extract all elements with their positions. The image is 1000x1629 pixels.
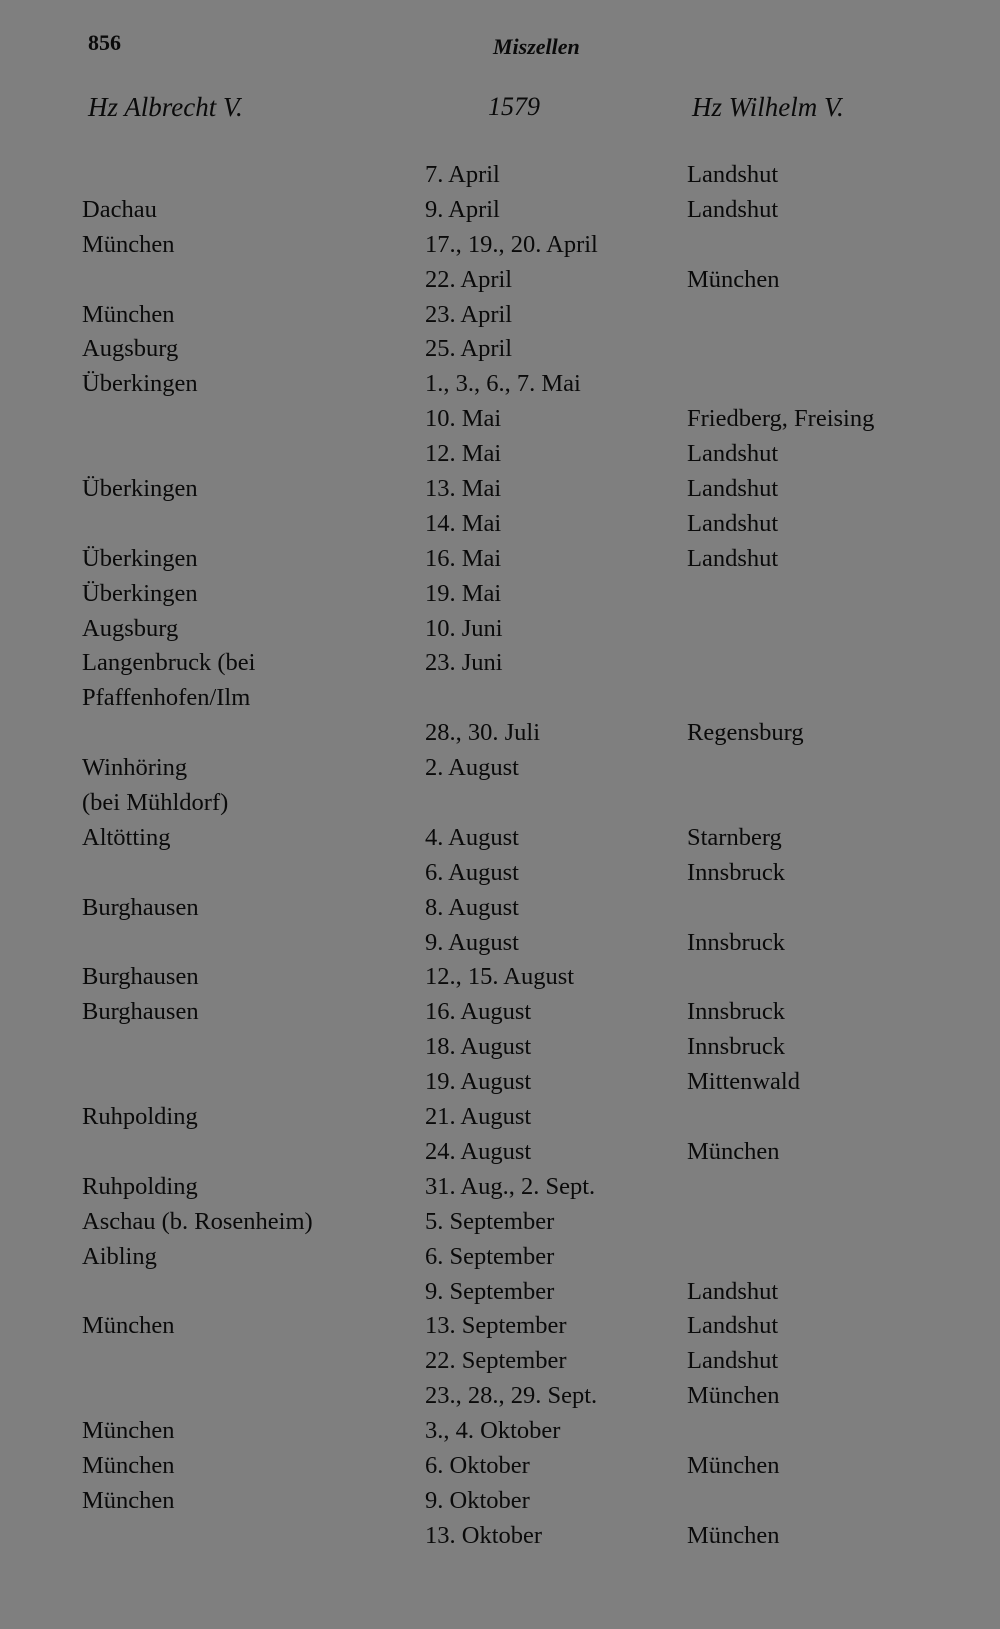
date-cell: 19. Mai xyxy=(425,579,502,607)
date-cell: 9. Oktober xyxy=(425,1486,530,1514)
table-row xyxy=(0,786,1000,821)
date-cell: 9. April xyxy=(425,195,500,223)
wilhelm-location: Innsbruck xyxy=(687,998,785,1026)
table-row xyxy=(0,1205,1000,1240)
albrecht-location: Pfaffenhofen/Ilm xyxy=(82,684,251,712)
albrecht-location: Überkingen xyxy=(82,544,198,572)
albrecht-location: Burghausen xyxy=(82,963,199,991)
date-cell: 16. Mai xyxy=(425,544,502,572)
table-row xyxy=(0,298,1000,333)
date-cell: 31. Aug., 2. Sept. xyxy=(425,1172,596,1200)
albrecht-location: (bei Mühldorf) xyxy=(82,789,229,817)
date-cell: 8. August xyxy=(425,893,519,921)
date-cell: 14. Mai xyxy=(425,509,502,537)
wilhelm-location: Innsbruck xyxy=(687,858,785,886)
date-cell: 4. August xyxy=(425,823,519,851)
albrecht-location: Altötting xyxy=(82,823,171,851)
table-row xyxy=(0,367,1000,402)
table-row xyxy=(0,472,1000,507)
wilhelm-location: München xyxy=(687,1382,780,1410)
header-albrecht: Hz Albrecht V. xyxy=(88,92,243,122)
date-cell: 9. August xyxy=(425,928,519,956)
wilhelm-location: Mittenwald xyxy=(687,1068,800,1096)
table-row xyxy=(0,1275,1000,1310)
table-row xyxy=(0,507,1000,542)
date-cell: 10. Juni xyxy=(425,614,503,642)
header-year: 1579 xyxy=(488,92,540,121)
date-cell: 6. August xyxy=(425,858,519,886)
wilhelm-location: Landshut xyxy=(687,475,779,503)
date-cell: 18. August xyxy=(425,1033,532,1061)
table-row xyxy=(0,577,1000,612)
albrecht-location: Ruhpolding xyxy=(82,1103,198,1131)
date-cell: 22. September xyxy=(425,1347,567,1375)
table-row xyxy=(0,995,1000,1030)
albrecht-location: Überkingen xyxy=(82,370,198,398)
wilhelm-location: Landshut xyxy=(687,440,779,468)
table-row xyxy=(0,891,1000,926)
albrecht-location: München xyxy=(82,230,175,258)
table-row xyxy=(0,646,1000,681)
date-cell: 6. September xyxy=(425,1242,555,1270)
header-wilhelm: Hz Wilhelm V. xyxy=(692,92,844,122)
wilhelm-location: Starnberg xyxy=(687,823,782,851)
albrecht-location: Überkingen xyxy=(82,579,198,607)
table-row xyxy=(0,1240,1000,1275)
table-row xyxy=(0,1309,1000,1344)
wilhelm-location: Landshut xyxy=(687,1347,779,1375)
table-row xyxy=(0,926,1000,961)
date-cell: 23. Juni xyxy=(425,649,503,677)
albrecht-location: Augsburg xyxy=(82,335,179,363)
wilhelm-location: Landshut xyxy=(687,195,779,223)
table-row xyxy=(0,1170,1000,1205)
albrecht-location: Überkingen xyxy=(82,475,198,503)
date-cell: 13. Oktober xyxy=(425,1521,543,1549)
table-row xyxy=(0,716,1000,751)
table-row xyxy=(0,1414,1000,1449)
albrecht-location: München xyxy=(82,1451,175,1479)
date-cell: 7. April xyxy=(425,161,500,188)
albrecht-location: Langenbruck (bei xyxy=(82,649,256,677)
table-row xyxy=(0,1379,1000,1414)
date-cell: 13. September xyxy=(425,1312,567,1340)
table-row xyxy=(0,1065,1000,1100)
wilhelm-location: Landshut xyxy=(687,509,779,537)
date-cell: 12., 15. August xyxy=(425,963,575,991)
wilhelm-location: München xyxy=(687,265,780,293)
wilhelm-location: München xyxy=(687,1451,780,1479)
albrecht-location: Winhöring xyxy=(82,754,188,782)
date-cell: 1., 3., 6., 7. Mai xyxy=(425,370,581,398)
date-cell: 19. August xyxy=(425,1068,532,1096)
date-cell: 2. August xyxy=(425,754,519,782)
albrecht-location: Ruhpolding xyxy=(82,1172,198,1200)
albrecht-location: Burghausen xyxy=(82,893,199,921)
table-row xyxy=(0,1135,1000,1170)
table-row xyxy=(0,821,1000,856)
itinerary-table xyxy=(0,158,1000,1554)
date-cell: 5. September xyxy=(425,1207,555,1235)
date-cell: 17., 19., 20. April xyxy=(425,230,598,258)
running-head: Miszellen xyxy=(493,34,580,59)
wilhelm-location: Innsbruck xyxy=(687,1033,785,1061)
albrecht-location: Burghausen xyxy=(82,998,199,1026)
table-row xyxy=(0,437,1000,472)
date-cell: 16. August xyxy=(425,998,532,1026)
table-row xyxy=(0,158,1000,193)
page-number: 856 xyxy=(88,30,121,55)
date-cell: 12. Mai xyxy=(425,440,502,468)
date-cell: 25. April xyxy=(425,335,513,363)
table-row xyxy=(0,1449,1000,1484)
table-row xyxy=(0,1484,1000,1519)
table-row xyxy=(0,402,1000,437)
albrecht-location: München xyxy=(82,1312,175,1340)
table-row xyxy=(0,228,1000,263)
albrecht-location: München xyxy=(82,1486,175,1514)
date-cell: 3., 4. Oktober xyxy=(425,1417,561,1445)
wilhelm-location: Landshut xyxy=(687,1277,779,1305)
date-cell: 6. Oktober xyxy=(425,1451,530,1479)
table-row xyxy=(0,193,1000,228)
date-cell: 28., 30. Juli xyxy=(425,719,541,747)
table-row xyxy=(0,332,1000,367)
albrecht-location: München xyxy=(82,300,175,328)
wilhelm-location: Friedberg, Freising xyxy=(687,405,875,433)
table-row xyxy=(0,1030,1000,1065)
albrecht-location: München xyxy=(82,1417,175,1445)
albrecht-location: Dachau xyxy=(82,195,157,223)
table-row xyxy=(0,1100,1000,1135)
date-cell: 10. Mai xyxy=(425,405,502,433)
albrecht-location: Aschau (b. Rosenheim) xyxy=(82,1207,313,1235)
date-cell: 24. August xyxy=(425,1137,532,1165)
table-row xyxy=(0,542,1000,577)
albrecht-location: Aibling xyxy=(82,1242,157,1270)
table-row xyxy=(0,751,1000,786)
wilhelm-location: München xyxy=(687,1137,780,1165)
wilhelm-location: Regensburg xyxy=(687,719,804,747)
albrecht-location: Augsburg xyxy=(82,614,179,642)
table-row xyxy=(0,1344,1000,1379)
table-row xyxy=(0,263,1000,298)
table-row xyxy=(0,856,1000,891)
wilhelm-location: Landshut xyxy=(687,1312,779,1340)
table-row xyxy=(0,681,1000,716)
table-row xyxy=(0,1519,1000,1554)
date-cell: 23., 28., 29. Sept. xyxy=(425,1382,598,1410)
date-cell: 9. September xyxy=(425,1277,555,1305)
date-cell: 22. April xyxy=(425,265,513,293)
table-row xyxy=(0,612,1000,647)
wilhelm-location: Landshut xyxy=(687,161,779,188)
date-cell: 23. April xyxy=(425,300,513,328)
wilhelm-location: Landshut xyxy=(687,544,779,572)
wilhelm-location: München xyxy=(687,1521,780,1549)
date-cell: 21. August xyxy=(425,1103,532,1131)
date-cell: 13. Mai xyxy=(425,475,502,503)
wilhelm-location: Innsbruck xyxy=(687,928,785,956)
table-row xyxy=(0,960,1000,995)
